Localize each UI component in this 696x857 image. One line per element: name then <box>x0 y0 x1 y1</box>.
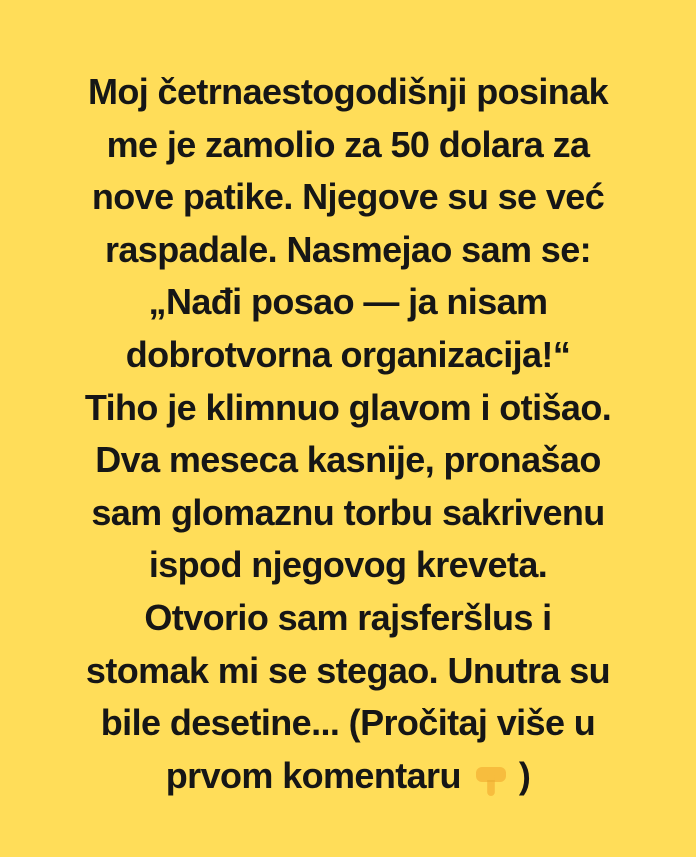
post-text-line: bile desetine... (Pročitaj više u <box>100 702 596 744</box>
post-text-line: Tiho je klimnuo glavom i otišao. <box>84 386 612 428</box>
last-line-prefix: prvom komentaru <box>165 754 461 796</box>
post-text-line: nove patike. Njegove su se već <box>91 176 605 218</box>
post-text-line: ispod njegovog kreveta. <box>148 544 548 586</box>
post-text-line: me je zamolio za 50 dolara za <box>106 123 590 165</box>
post-text-line: stomak mi se stegao. Unutra su <box>85 649 611 691</box>
post-text-line: Moj četrnaestogodišnji posinak <box>87 71 609 112</box>
post-text-last-line <box>0 750 696 803</box>
last-line-suffix: ) <box>518 754 531 796</box>
post-text-line: „Nađi posao — ja nisam <box>148 281 548 323</box>
post-text-line: Dva meseca kasnije, pronašao <box>95 439 601 481</box>
post-text-line: raspadale. Nasmejao sam se: <box>104 228 592 270</box>
post-text <box>0 66 696 802</box>
post-text-line: Otvorio sam rajsferšlus i <box>144 596 552 638</box>
post-text-line: sam glomaznu torbu sakrivenu <box>91 491 605 533</box>
post-text-line: dobrotvorna organizacija!“ <box>125 333 571 375</box>
pointing-down-emoji <box>473 761 509 797</box>
